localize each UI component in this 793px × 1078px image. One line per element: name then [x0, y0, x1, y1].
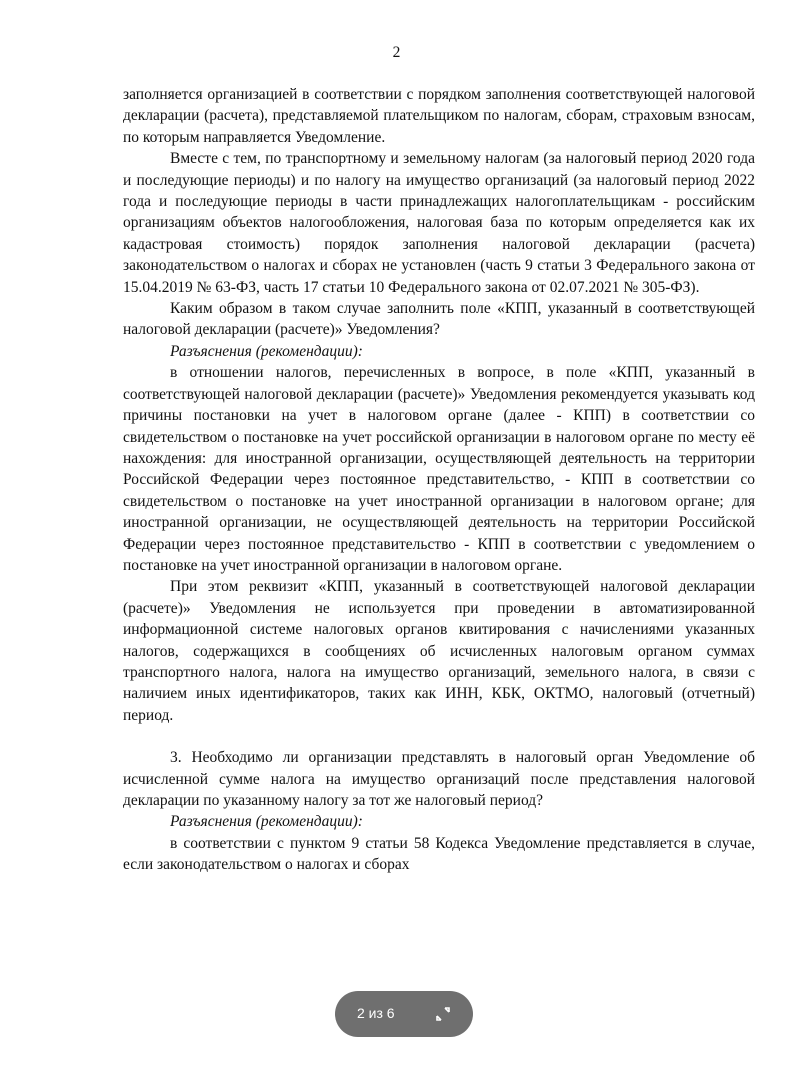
answer-heading: Разъяснения (рекомендации):: [170, 342, 363, 360]
answer-2-text: в отношении налогов, перечисленных в вопросе, в поле «КПП, указанный в соответствующей налоговой декларации (расчете)» Уведомления рекомендуется указывать код причины постановки на учет в налоговом органе (далее - КПП) в соответствии со свидетельством о постановке на учет российской организации в налоговом органе по месту её нахождения: для иностранной организации, осуществляющей деятельность на территории Российской Федерации через постоянное представительство, - КПП в соответствии со свидетельством о постановке на учет иностранной организации в налоговом органе; для иностранной организации, не осуществляющей деятельность на территории Российской Федерации через постоянное представительство - КПП в соответствии с уведомлением о постановке на учет иностранной организации в налоговом органе.: [123, 364, 755, 574]
page-number: 2: [392, 44, 401, 61]
page-navigator: [335, 991, 473, 1037]
answer-3-text: в соответствии с пунктом 9 статьи 58 Кодекса Уведомление представляется в случае, если законодательством о налогах и сборах: [123, 834, 755, 874]
document-body: [123, 84, 755, 876]
page-indicator: 2 из 6: [357, 1005, 395, 1021]
paragraph-continuation: заполняется организацией в соответствии с порядком заполнения соответствующей налоговой декларации (расчета), представляемой плательщиком по налогам, сборам, страховым взносам, по которым направляется Уведомление.: [123, 86, 755, 146]
answer-2-note: При этом реквизит «КПП, указанный в соответствующей налоговой декларации (расчете)» Уведомления не используется при проведении в автоматизированной информационной системе налоговых органов квитирования с начислениями указанных налогов, содержащихся в сообщениях об исчисленных налоговым органом суммах транспортного налога, налога на имущество организаций, земельного налога, в связи с наличием иных идентификаторов, таких как ИНН, КБК, ОКТМО, налоговый (отчетный) период.: [123, 578, 755, 724]
spacer: [123, 726, 755, 747]
question-3-text: 3. Необходимо ли организации представлять в налоговый орган Уведомление об исчисленной сумме налога на имущество организаций после представления налоговой декларации по указанному налогу за тот же налоговый период?: [123, 749, 755, 809]
paragraph-context: Вместе с тем, по транспортному и земельному налогам (за налоговый период 2020 года и последующие периоды) и по налогу на имущество организаций (за налоговый период 2022 года и последующие периоды в части принадлежащих налогоплательщикам - российским организациям объектов налогообложения, налоговая база по которым определяется как их кадастровая стоимость) порядок заполнения налоговой декларации (расчета) законодательством о налогах и сборах не установлен (часть 9 статьи 3 Федерального закона от 15.04.2019 № 63-ФЗ, часть 17 статьи 10 Федерального закона от 02.07.2021 № 305-ФЗ).: [123, 150, 755, 296]
answer-heading: Разъяснения (рекомендации):: [170, 813, 363, 831]
question-2-text: Каким образом в таком случае заполнить поле «КПП, указанный в соответствующей налоговой декларации (расчете)» Уведомления?: [123, 300, 755, 339]
expand-icon[interactable]: [433, 1004, 453, 1024]
